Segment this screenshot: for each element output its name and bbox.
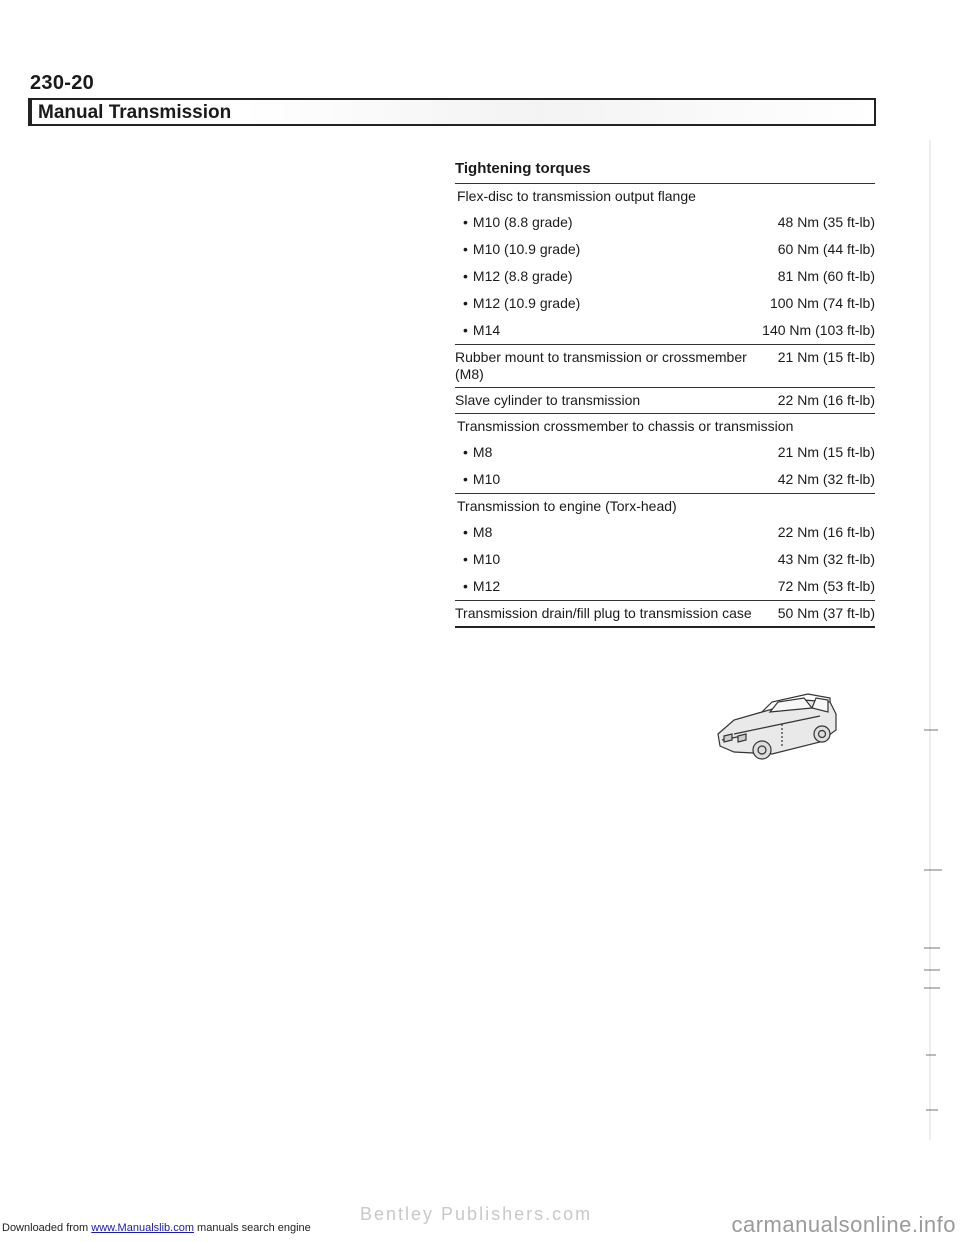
table-row: [455, 601, 875, 626]
item-value: 48 Nm (35 ft-lb): [777, 214, 875, 230]
footer-prefix: Downloaded from: [2, 1222, 89, 1234]
page-number: 230-20: [30, 72, 95, 94]
table-row: [455, 546, 875, 573]
manualslib-link[interactable]: www.Manualslib.com: [91, 1222, 194, 1234]
table-row: [455, 209, 875, 236]
item-value: 21 Nm (15 ft-lb): [777, 349, 875, 365]
table-row: [455, 236, 875, 263]
item-value: 50 Nm (37 ft-lb): [777, 605, 875, 621]
table-row: [455, 519, 875, 546]
item-value: 100 Nm (74 ft-lb): [769, 295, 875, 311]
item-label: • M12 (8.8 grade): [455, 268, 573, 285]
table-row: [455, 345, 875, 387]
table-row: [455, 439, 875, 466]
divider: [455, 626, 875, 628]
group-label-text: Transmission to engine (Torx-head): [457, 498, 677, 514]
section-header: [28, 98, 876, 126]
group-label: [455, 414, 875, 439]
group-label-text: Transmission crossmember to chassis or transmission: [457, 418, 794, 434]
scan-margin-marks: [918, 140, 948, 1140]
item-value: 43 Nm (32 ft-lb): [777, 551, 875, 567]
table-row: [455, 388, 875, 413]
item-label: • M10: [455, 551, 500, 568]
torque-heading: Tightening torques: [455, 160, 591, 177]
item-value: 22 Nm (16 ft-lb): [777, 392, 875, 408]
item-label: • M10 (8.8 grade): [455, 214, 573, 231]
table-row: [455, 573, 875, 600]
item-label: Slave cylinder to transmission: [455, 392, 641, 408]
item-value: 60 Nm (44 ft-lb): [777, 241, 875, 257]
footer-site[interactable]: carmanualsonline.info: [731, 1212, 956, 1237]
item-value: 72 Nm (53 ft-lb): [777, 578, 875, 594]
item-value: 81 Nm (60 ft-lb): [777, 268, 875, 284]
item-label: Transmission drain/fill plug to transmission case: [455, 605, 752, 621]
item-label: • M10: [455, 471, 500, 488]
item-label: • M12: [455, 578, 500, 595]
item-value: 22 Nm (16 ft-lb): [777, 524, 875, 540]
item-label: • M14: [455, 322, 500, 339]
item-label: Rubber mount to transmission or crossmember (M8): [455, 349, 747, 382]
item-label: • M8: [455, 444, 492, 461]
item-label: • M12 (10.9 grade): [455, 295, 580, 312]
footer-watermark: Bentley Publishers.com: [360, 1204, 593, 1224]
item-label: • M10 (10.9 grade): [455, 241, 580, 258]
item-value: 21 Nm (15 ft-lb): [777, 444, 875, 460]
torque-table: [455, 160, 875, 628]
table-row: [455, 290, 875, 317]
item-label: • M8: [455, 524, 492, 541]
item-value: 140 Nm (103 ft-lb): [762, 322, 875, 338]
group-label: [455, 184, 875, 209]
group-label: [455, 494, 875, 519]
table-row: [455, 466, 875, 493]
table-row: [455, 263, 875, 290]
table-row: [455, 317, 875, 344]
footer-suffix: manuals search engine: [197, 1222, 311, 1234]
car-wagon-icon: [712, 690, 840, 766]
item-value: 42 Nm (32 ft-lb): [777, 471, 875, 487]
footer-source: [2, 1222, 311, 1234]
section-title: Manual Transmission: [38, 102, 232, 123]
group-label-text: Flex-disc to transmission output flange: [457, 188, 696, 204]
